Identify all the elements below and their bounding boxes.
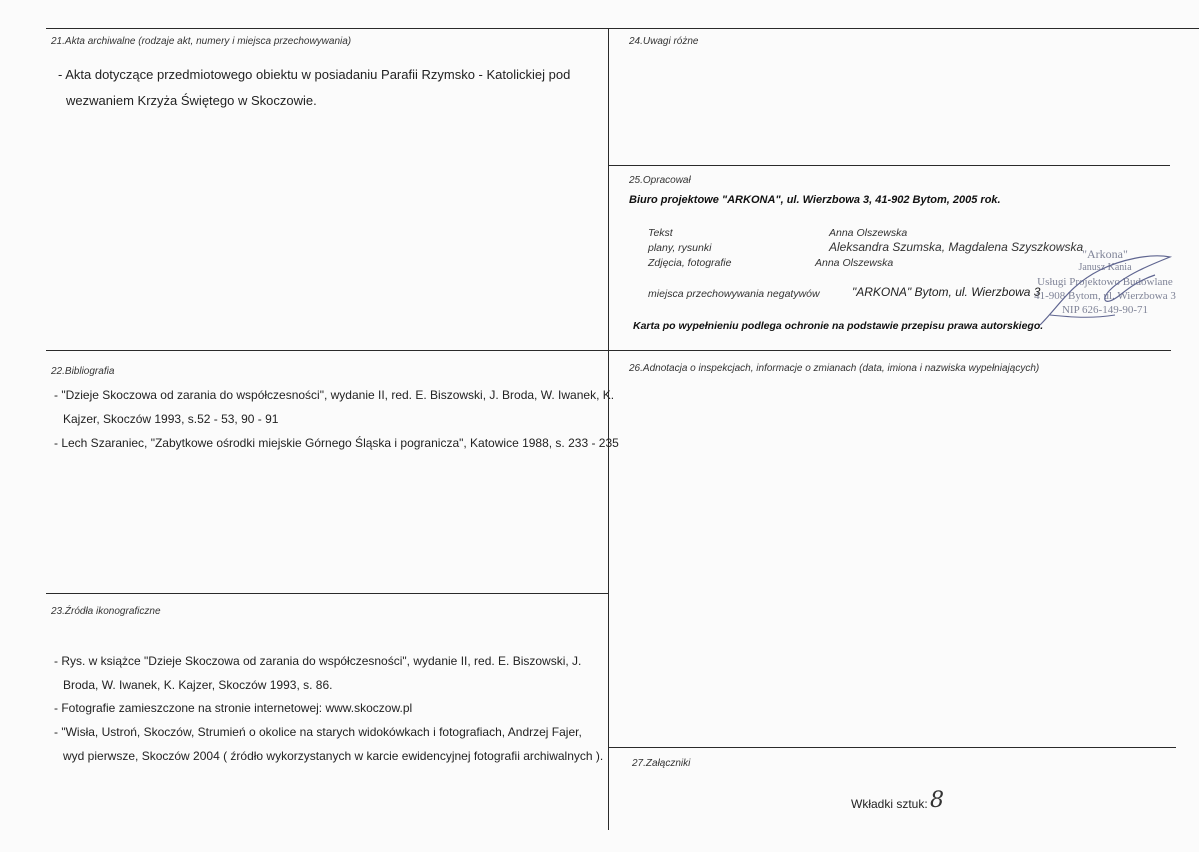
section-25-label: 25.Opracował <box>629 175 691 186</box>
negatives-label: miejsca przechowywania negatywów <box>648 288 820 300</box>
stamp-line: Janusz Kania <box>1078 262 1132 273</box>
section-21-text-line: wezwaniem Krzyża Świętego w Skoczowie. <box>66 93 317 108</box>
iconography-line: - Rys. w książce "Dzieje Skoczowa od zarania do współczesności", wydanie II, red. E. Biszowski, J. <box>54 654 582 668</box>
section-22-label: 22.Bibliografia <box>51 366 115 377</box>
bibliography-line: - Lech Szaraniec, "Zabytkowe ośrodki miejskie Górnego Śląska i pogranicza", Katowice 1988, s. 233 - 235 <box>54 436 619 450</box>
section-21-text-line: - Akta dotyczące przedmiotowego obiektu w posiadaniu Parafii Rzymsko - Katolickiej pod <box>58 67 571 82</box>
divider-22-23 <box>46 593 608 594</box>
author-name: Anna Olszewska <box>829 227 908 239</box>
iconography-line: - Fotografie zamieszczone na stronie internetowej: www.skoczow.pl <box>54 701 413 715</box>
section-23-label: 23.Źródła ikonograficzne <box>51 606 161 617</box>
copyright-note: Karta po wypełnieniu podlega ochronie na podstawie przepisu prawa autorskiego. <box>633 320 1044 332</box>
iconography-line: - "Wisła, Ustroń, Skoczów, Strumień o okolice na starych widokówkach i fotografiach, Andrzej Fajer, <box>54 725 582 739</box>
attachments-count-value: 8 <box>930 788 944 813</box>
center-divider <box>608 28 609 830</box>
iconography-line: Broda, W. Iwanek, K. Kajzer, Skoczów 1993, s. 86. <box>63 678 333 692</box>
section-24-label: 24.Uwagi różne <box>629 36 699 47</box>
stamp-line: NIP 626-149-90-71 <box>1061 304 1149 316</box>
role-label: plany, rysunki <box>648 242 712 254</box>
bibliography-line: Kajzer, Skoczów 1993, s.52 - 53, 90 - 91 <box>63 412 279 426</box>
signature-mark <box>1030 245 1190 335</box>
divider-row-2 <box>46 350 1171 351</box>
iconography-line: wyd pierwsze, Skoczów 2004 ( źródło wykorzystanych w karcie ewidencyjnej fotografii archiwalnych ). <box>63 749 604 763</box>
stamp-line: Usługi Projektowo Budowlane <box>1037 276 1173 288</box>
section-27-label: 27.Załączniki <box>632 758 691 769</box>
stamp-line: "Arkona" <box>1082 247 1128 261</box>
divider-26-27 <box>608 747 1176 748</box>
attachments-count-label: Wkładki sztuk: <box>851 797 928 811</box>
negatives-value: "ARKONA" Bytom, ul. Wierzbowa 3 <box>852 285 1041 299</box>
author-name: Aleksandra Szumska, Magdalena Szyszkowska <box>829 240 1084 254</box>
section-26-label: 26.Adnotacja o inspekcjach, informacje o zmianach (data, imiona i nazwiska wypełniających) <box>629 363 1040 374</box>
top-border-right <box>608 28 1199 29</box>
top-border-left <box>46 28 608 29</box>
stamp-line: 41-908 Bytom, ul. Wierzbowa 3 <box>1034 290 1176 302</box>
bibliography-line: - "Dzieje Skoczowa od zarania do współczesności", wydanie II, red. E. Biszowski, J. Broda, W. Iwanek, K. <box>54 388 615 402</box>
section-21-label: 21.Akta archiwalne (rodzaje akt, numery i miejsca przechowywania) <box>51 36 352 47</box>
role-label: Tekst <box>648 227 673 239</box>
company-info: Biuro projektowe "ARKONA", ul. Wierzbowa 3, 41-902 Bytom, 2005 rok. <box>629 194 1001 206</box>
divider-24-25 <box>608 165 1170 166</box>
role-label: Zdjęcia, fotografie <box>648 257 732 269</box>
author-name: Anna Olszewska <box>815 257 894 269</box>
